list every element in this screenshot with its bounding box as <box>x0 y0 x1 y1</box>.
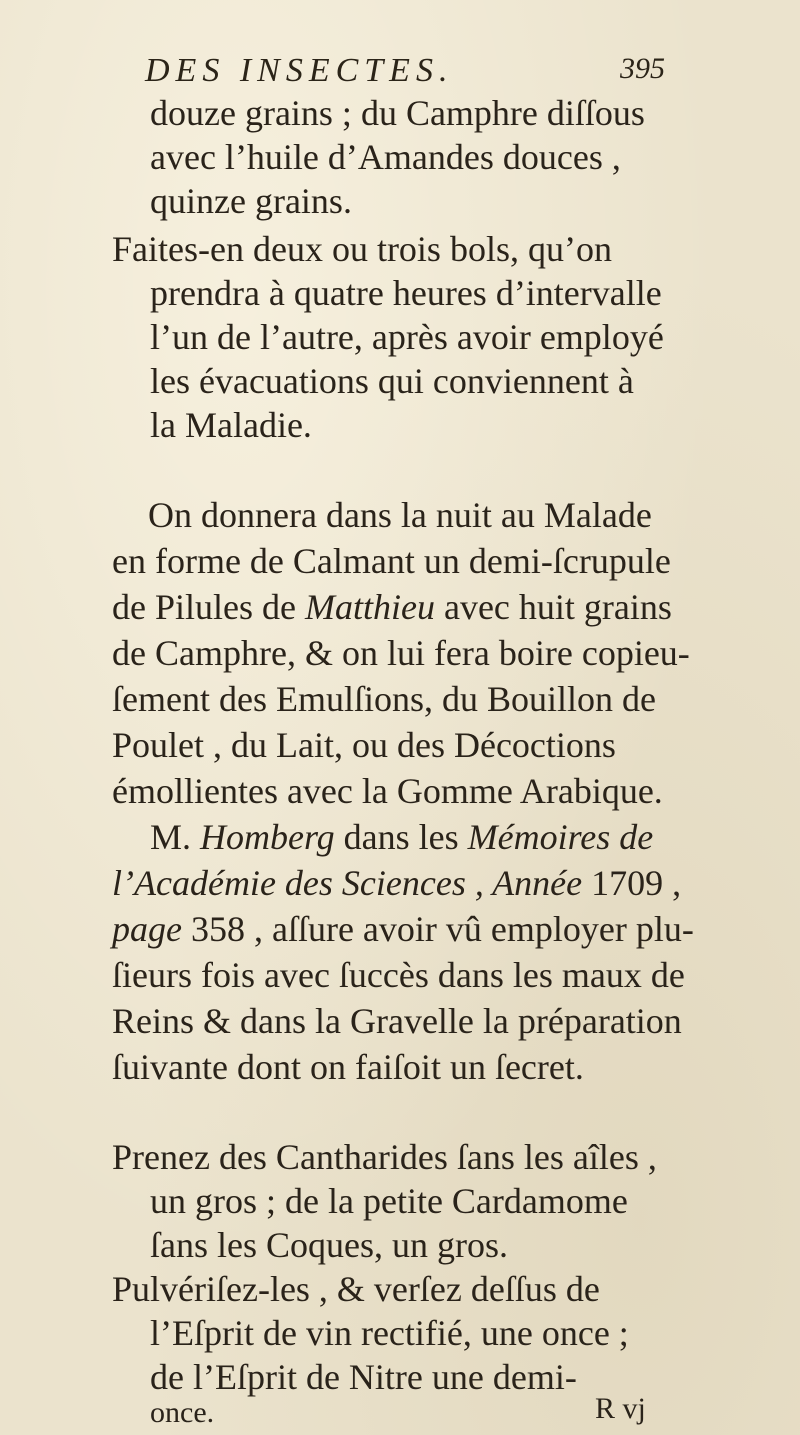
text-line: l’un de l’autre, après avoir employé <box>150 317 664 357</box>
text-line: l’Eſprit de vin rectifié, une once ; <box>150 1313 629 1353</box>
text-line: la Maladie. <box>150 405 312 445</box>
text-line: émollientes avec la Gomme Arabique. <box>112 771 663 811</box>
text-line: les évacuations qui conviennent à <box>150 361 634 401</box>
text-line: un gros ; de la petite Cardamome <box>150 1181 628 1221</box>
text-line: ſuivante dont on faiſoit un ſecret. <box>112 1047 584 1087</box>
text-line: de Camphre, & on lui fera boire copieu- <box>112 633 690 673</box>
text-run: de Pilules de <box>112 587 305 627</box>
text-line: Pulvériſez-les , & verſez deſſus de <box>112 1269 600 1309</box>
text-line <box>112 908 694 950</box>
page-ref-italic: page <box>112 909 182 949</box>
text-line: ſans les Coques, un gros. <box>150 1225 508 1265</box>
text-run: 1709 , <box>582 863 682 903</box>
text-run: M. <box>150 817 201 857</box>
text-line: Reins & dans la Gravelle la préparation <box>112 1001 682 1041</box>
text-line: avec l’huile d’Amandes douces , <box>150 137 621 177</box>
name-italic: Homberg <box>200 817 335 857</box>
text-line: quinze grains. <box>150 181 352 221</box>
text-line <box>150 816 653 858</box>
text-line <box>112 862 681 904</box>
text-line: ſement des Emulſions, du Bouillon de <box>112 679 656 719</box>
page-number: 395 <box>620 52 665 85</box>
running-title: DES INSECTES. <box>145 52 454 89</box>
text-run: avec huit grains <box>434 587 672 627</box>
text-line <box>112 586 672 628</box>
text-run: dans les <box>334 817 468 857</box>
text-line: once. <box>150 1396 215 1429</box>
text-line: On donnera dans la nuit au Malade <box>148 495 652 535</box>
text-line: Prenez des Cantharides ſans les aîles , <box>112 1137 657 1177</box>
text-line: douze grains ; du Camphre diſſous <box>150 93 645 133</box>
text-line: prendra à quatre heures d’intervalle <box>150 273 662 313</box>
text-line: Faites-en deux ou trois bols, qu’on <box>112 229 612 269</box>
text-line: en forme de Calmant un demi-ſcrupule <box>112 541 671 581</box>
text-line: Poulet , du Lait, ou des Décoctions <box>112 725 616 765</box>
name-italic: Matthieu <box>304 587 435 627</box>
title-italic: l’Académie des Sciences , Année <box>112 863 583 903</box>
title-italic: Mémoires de <box>467 817 654 857</box>
running-head <box>145 52 665 96</box>
text-line: de l’Eſprit de Nitre une demi- <box>150 1357 577 1397</box>
signature-mark: R vj <box>595 1392 646 1425</box>
text-line: ſieurs fois avec ſuccès dans les maux de <box>112 955 685 995</box>
text-run: 358 , aſſure avoir vû employer plu- <box>181 909 694 949</box>
